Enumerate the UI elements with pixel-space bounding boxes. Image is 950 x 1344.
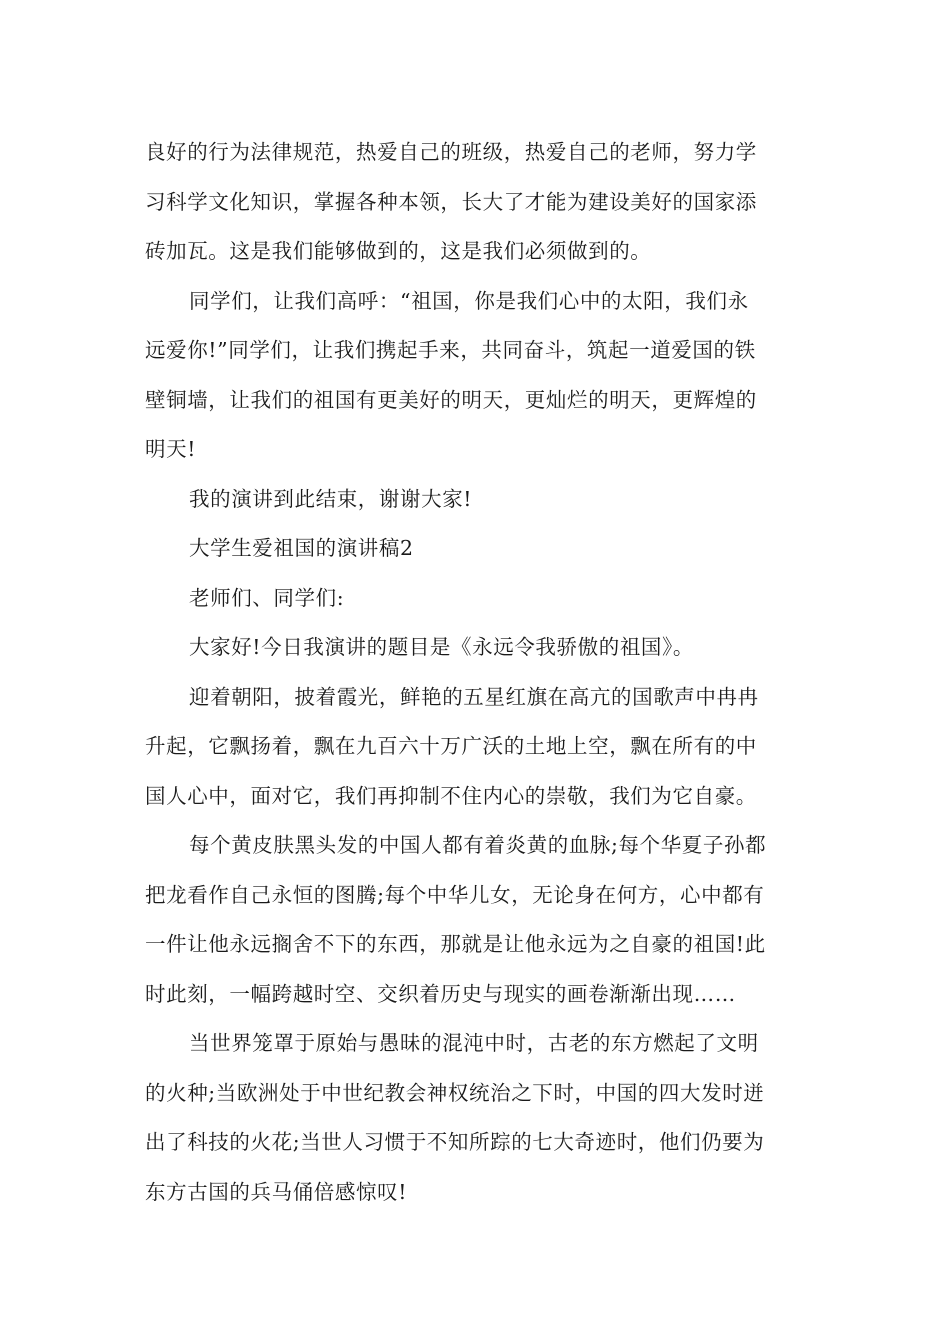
text-line: 砖加瓦。这是我们能够做到的，这是我们必须做到的。 bbox=[145, 239, 652, 263]
text-line: 远爱你!”同学们，让我们携起手来，共同奋斗，筑起一道爱国的铁 bbox=[145, 338, 756, 362]
text-line: 东方古国的兵马俑倍感惊叹! bbox=[145, 1179, 408, 1204]
paragraph-7 bbox=[145, 673, 810, 822]
text-line: 时此刻，一幅跨越时空、交织着历史与现实的画卷渐渐出现…… bbox=[145, 981, 736, 1006]
text-line: 升起，它飘扬着，飘在九百六十万广沃的土地上空，飘在所有的中 bbox=[145, 734, 757, 758]
greeting bbox=[145, 623, 810, 673]
text-line: 我的演讲到此结束，谢谢大家! bbox=[189, 486, 473, 511]
text-line: 一件让他永远搁舍不下的东西，那就是让他永远为之自豪的祖国!此 bbox=[145, 932, 766, 956]
paragraph-1 bbox=[145, 128, 810, 277]
text-line: 老师们、同学们: bbox=[189, 585, 345, 610]
closing-remark bbox=[145, 475, 810, 525]
section-title bbox=[145, 524, 810, 574]
paragraph-9 bbox=[145, 1019, 810, 1217]
text-line: 迎着朝阳，披着霞光，鲜艳的五星红旗在高亢的国歌声中冉冉 bbox=[189, 684, 759, 709]
salutation bbox=[145, 574, 810, 624]
text-line: 每个黄皮肤黑头发的中国人都有着炎黄的血脉;每个华夏子孙都 bbox=[189, 833, 767, 857]
text-line: 大家好!今日我演讲的题目是《永远令我骄傲的祖国》。 bbox=[189, 635, 694, 659]
paragraph-8 bbox=[145, 821, 810, 1019]
text-line: 的火种;当欧洲处于中世纪教会神权统治之下时，中国的四大发时迸 bbox=[145, 1080, 765, 1105]
text-line: 同学们，让我们高呼：“祖国，你是我们心中的太阳，我们永 bbox=[189, 288, 749, 313]
text-line: 当世界笼罩于原始与愚昧的混沌中时，古老的东方燃起了文明 bbox=[189, 1031, 759, 1055]
text-line: 国人心中，面对它，我们再抑制不住内心的崇敬，我们为它自豪。 bbox=[145, 783, 757, 808]
text-line: 大学生爱祖国的演讲稿2 bbox=[189, 536, 414, 560]
text-line: 习科学文化知识，掌握各种本领，长大了才能为建设美好的国家添 bbox=[145, 189, 757, 214]
text-line: 把龙看作自己永恒的图腾;每个中华儿女，无论身在何方，心中都有 bbox=[145, 882, 765, 907]
paragraph-2 bbox=[145, 277, 810, 475]
text-line: 出了科技的火花;当世人习惯于不知所踪的七大奇迹时，他们仍要为 bbox=[145, 1130, 765, 1154]
text-line: 壁铜墙，让我们的祖国有更美好的明天，更灿烂的明天，更辉煌的 bbox=[145, 387, 757, 412]
text-line: 良好的行为法律规范，热爱自己的班级，热爱自己的老师，努力学 bbox=[145, 140, 757, 164]
document-body bbox=[145, 128, 810, 1217]
text-line: 明天! bbox=[145, 437, 197, 461]
